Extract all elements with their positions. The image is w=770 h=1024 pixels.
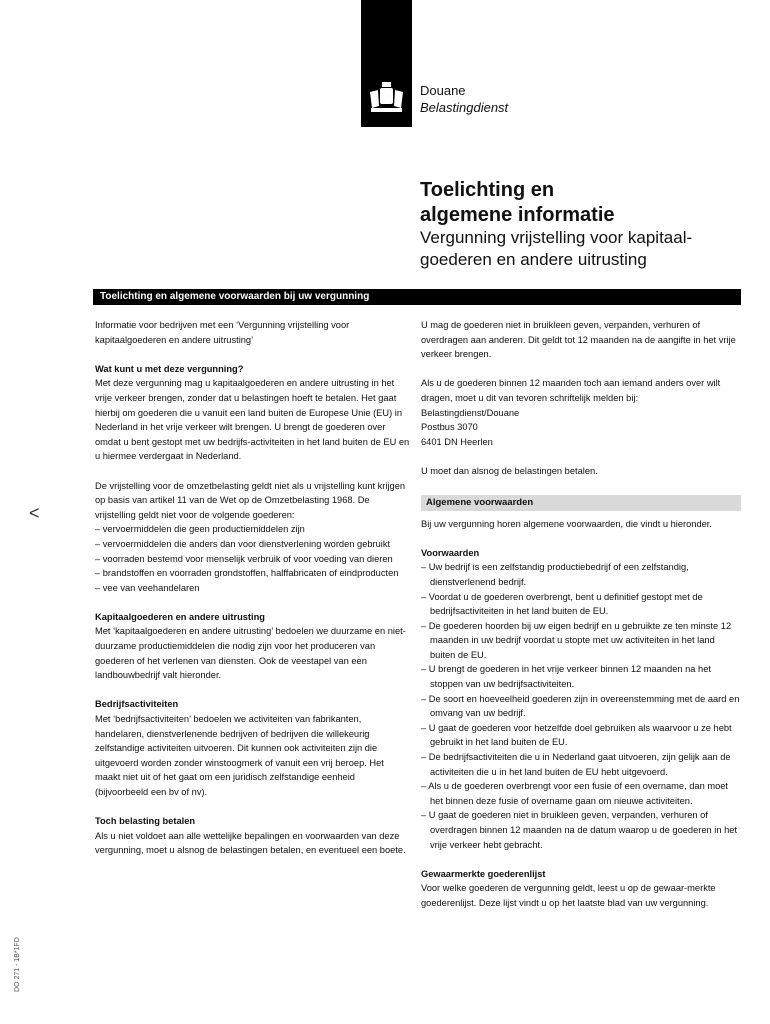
paragraph: Bij uw vergunning horen algemene voorwaarden, die vindt u hieronder. (421, 518, 712, 529)
paragraph: U moet dan alsnog de belastingen betalen. (421, 465, 598, 476)
paragraph: Als u niet voldoet aan alle wettelijke bepalingen en voorwaarden van deze vergunning, moet u alsnog de belastingen betalen, en eventueel een boete. (95, 830, 406, 856)
heading-bedrijfsactiviteiten: Bedrijfsactiviteiten (95, 699, 179, 710)
list-item: – vervoermiddelen die geen productiemiddelen zijn (95, 522, 410, 537)
list-item: – brandstoffen en voorraden grondstoffen, halffabricaten of eindproducten (95, 566, 410, 581)
page-title (420, 178, 615, 228)
logo-box (361, 0, 412, 127)
title-line2: algemene informatie (420, 204, 615, 226)
conditions-list (421, 560, 741, 852)
paragraph: De vrijstelling voor de omzetbelasting geldt niet als u vrijstelling kunt krijgen op basis van artikel 11 van de Wet op de Omzetbelasting 1968. De vrijstelling geldt niet voor de volgende goederen: (95, 480, 406, 520)
paragraph: Voor welke goederen de vergunning geldt, leest u op de gewaar-merkte goederenlijst. Deze lijst vindt u op het laatste blad van uw vergunning. (421, 883, 716, 908)
paragraph: Met ‘kapitaalgoederen en andere uitrusting’ bedoelen we duurzame en niet-duurzame productiemiddelen die nodig zijn voor het produceren van goederen of het verlenen van diensten. Ook de veestapel van een landbouwbedrijf valt hieronder. (95, 626, 406, 681)
heading-toch-belasting: Toch belasting betalen (95, 816, 196, 827)
right-column (421, 318, 741, 925)
address-line: Belastingdienst/Douane (421, 407, 520, 418)
left-column (95, 318, 410, 873)
page-subtitle (420, 227, 740, 271)
list-item: – Voordat u de goederen overbrengt, bent u definitief gestopt met de bedrijfsactiviteiten in het land buiten de EU. (421, 590, 741, 619)
brand-wordmark (420, 82, 508, 116)
section-bar-algemene-voorwaarden: Algemene voorwaarden (421, 495, 741, 511)
list-item: – vervoermiddelen die anders dan voor dienstverlening worden gebruikt (95, 537, 410, 552)
paragraph: U mag de goederen niet in bruikleen geven, verpanden, verhuren of overdragen aan anderen. Dit geldt tot 12 maanden na de aangifte in het vrije verkeer brengen. (421, 320, 736, 360)
list-item: – De soort en hoeveelheid goederen zijn in overeenstemming met de aard en omvang van uw bedrijf. (421, 692, 741, 721)
heading-voorwaarden: Voorwaarden (421, 547, 480, 558)
subtitle-line2: goederen en andere uitrusting (420, 250, 647, 269)
title-line1: Toelichting en (420, 179, 555, 201)
crest-icon (366, 80, 407, 114)
brand-line1: Douane (420, 83, 466, 98)
heading-goederenlijst: Gewaarmerkte goederenlijst (421, 868, 546, 879)
list-item: – De bedrijfsactiviteiten die u in Nederland gaat uitvoeren, zijn gelijk aan de activiteiten die u in het land buiten de EU hebt uitgevoerd. (421, 750, 741, 779)
heading-kapitaalgoederen: Kapitaalgoederen en andere uitrusting (95, 611, 265, 622)
address-line: 6401 DN Heerlen (421, 436, 493, 447)
list-item: – U brengt de goederen in het vrije verkeer binnen 12 maanden na het stoppen van uw bedrijfsactiviteiten. (421, 662, 741, 691)
list-item: – vee van veehandelaren (95, 581, 410, 596)
intro-text: Informatie voor bedrijven met een ‘Vergunning vrijstelling voor kapitaalgoederen en andere uitrusting’ (95, 320, 350, 345)
brand-line2: Belastingdienst (420, 100, 509, 115)
paragraph: Met deze vergunning mag u kapitaalgoederen en andere uitrusting in het vrije verkeer brengen, zonder dat u belastingen hoeft te betalen. Het gaat hierbij om goederen die u vanuit een land buiten de Europese Unie (EU) in Nederland in het vrije verkeer wilt brengen. U brengt de goederen over omdat u bent gestopt met uw bedrijfs-activiteiten in het land buiten de EU en u hiermee verdergaat in Nederland. (95, 378, 410, 462)
list-item: – U gaat de goederen voor hetzelfde doel gebruiken als waarvoor u ze hebt gebruikt in het land buiten de EU. (421, 721, 741, 750)
address-line: Postbus 3070 (421, 422, 478, 433)
subtitle-line1: Vergunning vrijstelling voor kapitaal- (420, 228, 693, 247)
heading-wat-kunt-u: Wat kunt u met deze vergunning? (95, 363, 244, 374)
list-item: – voorraden bestemd voor menselijk verbruik of voor voeding van dieren (95, 552, 410, 567)
paragraph: Als u de goederen binnen 12 maanden toch aan iemand anders over wilt dragen, moet u dit van tevoren schriftelijk melden bij: (421, 378, 721, 403)
paragraph: Met ‘bedrijfsactiviteiten’ bedoelen we activiteiten van fabrikanten, handelaren, dienstverlenende bedrijven of bedrijven die willekeurig zelfstandige activiteiten uitvoeren. Dit kunnen ook activiteiten zijn die uitgevoerd worden zonder winstoogmerk of vanuit een vrij beroep. Het maakt niet uit of het gaat om een juridisch zelfstandige eenheid (bijvoorbeeld een bv of nv). (95, 714, 384, 797)
exclusion-list (95, 522, 410, 595)
section-bar: Toelichting en algemene voorwaarden bij uw vergunning (93, 289, 741, 305)
list-item: – Uw bedrijf is een zelfstandig productiebedrijf of een zelfstandig, dienstverlenend bedrijf. (421, 560, 741, 589)
list-item: – De goederen hoorden bij uw eigen bedrijf en u gebruikte ze ten minste 12 maanden in uw bedrijf voordat u stopte met uw activiteiten in het land buiten de EU. (421, 619, 741, 663)
list-item: – U gaat de goederen niet in bruikleen geven, verpanden, verhuren of overdragen binnen 12 maanden na de datum waarop u de goederen in het vrije verkeer hebt gebracht. (421, 808, 741, 852)
chevron-left-icon[interactable]: < (29, 503, 40, 523)
form-code: DO 271 - 1B*1FD (14, 937, 21, 992)
list-item: – Als u de goederen overbrengt voor een fusie of een overname, dan moet het binnen deze fusie of overname gaan om nieuwe activiteiten. (421, 779, 741, 808)
